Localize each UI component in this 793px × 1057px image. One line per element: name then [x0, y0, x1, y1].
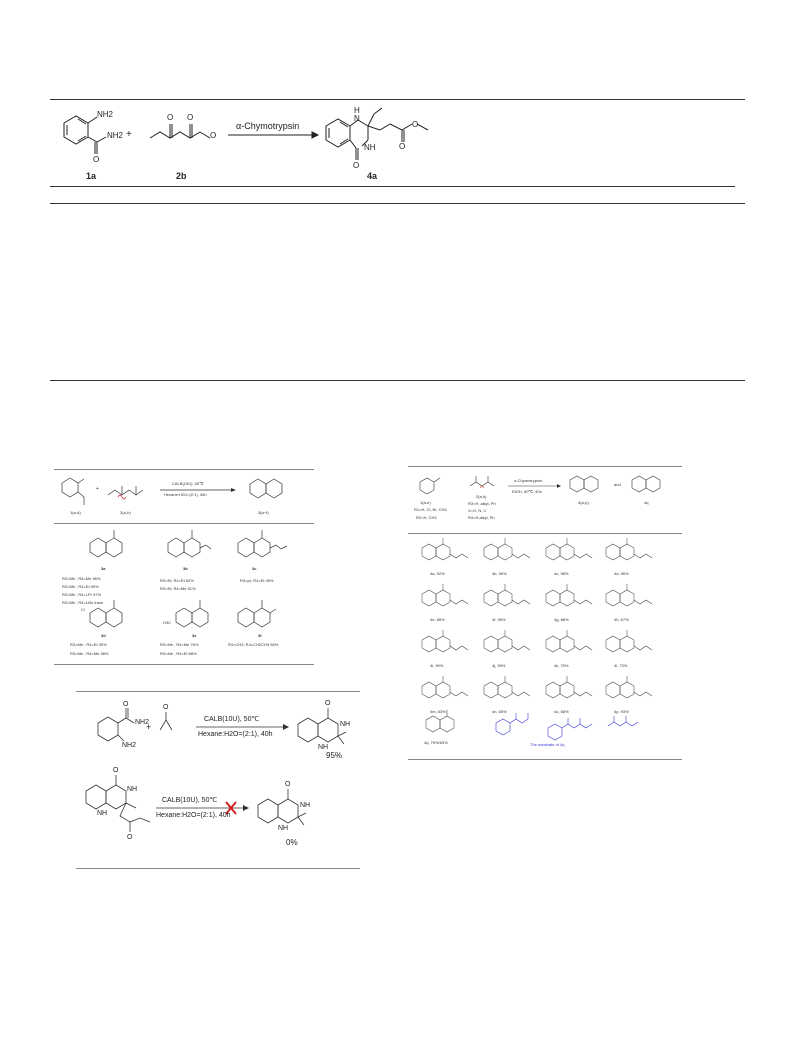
- control-o-5: O: [127, 834, 133, 841]
- control-nh-2: NH: [318, 744, 329, 751]
- yield-label: 4b, 90%: [492, 571, 507, 576]
- ring: [484, 590, 498, 606]
- ring: [620, 636, 634, 652]
- yield-label: 4g, 86%: [554, 617, 569, 622]
- note-3c-1: R3=pr; R4=Et 40%: [240, 578, 274, 583]
- note-3a-3: R3=Me ; R4=i-Pr 97%: [62, 592, 102, 597]
- yield-label: 4p, 93%: [614, 709, 629, 714]
- ring: [498, 544, 512, 560]
- control-conditions-1: CALB(10U), 50℃: [204, 716, 260, 723]
- note-3a-2: R3=Me ; R4=Et 95%: [62, 584, 99, 589]
- control-o-1: O: [123, 701, 129, 708]
- nh-label-4a: NH: [364, 143, 376, 152]
- yield-label: 4l, 73%: [614, 663, 628, 668]
- control-o-4: O: [113, 767, 119, 774]
- ring: [606, 544, 620, 560]
- control-nh-4: NH: [97, 810, 108, 817]
- side-chain: [634, 554, 652, 558]
- ring: [620, 590, 634, 606]
- compound-label-3e: 3e: [192, 633, 197, 638]
- side-chain: [450, 600, 468, 604]
- h-label-4a: H: [354, 106, 360, 115]
- note-3b-1: R3=Et; R4=Et 62%: [160, 578, 194, 583]
- ring: [560, 636, 574, 652]
- conditions-right: EtOH, 60℃, 40h: [512, 489, 542, 494]
- yield-label: 4i, 99%: [430, 663, 444, 668]
- ring: [560, 682, 574, 698]
- yield-label: 4o, 68%: [554, 709, 569, 714]
- control-o-3: O: [325, 700, 331, 707]
- reactant2-rgroup-3: R4=H,alkyl, Ph: [468, 515, 495, 520]
- yield-label: 4e, 85%: [430, 617, 445, 622]
- note-3a-1: R3=Me ; R4=Me 96%: [62, 576, 101, 581]
- note-3d-2: R3=Me ; R4=Me 38%: [70, 651, 109, 656]
- control-nh-3: NH: [127, 786, 138, 793]
- compound-label-2b: 2b: [176, 171, 187, 181]
- nh2-label-b: NH2: [107, 131, 124, 140]
- yield-label: 4j, 99%: [492, 663, 506, 668]
- cl-substituent-3d: Cl: [81, 607, 85, 612]
- yield-4q: 4q, 75%/63%: [424, 740, 448, 745]
- conditions-left-1: CALB(10U), 50℃: [172, 481, 204, 486]
- reactant2-rgroup-1: R3=H, alkyl, Ph: [468, 501, 496, 506]
- yield-label: 4k, 75%: [554, 663, 569, 668]
- side-chain: [512, 554, 530, 558]
- compound-label-3c: 3c: [252, 566, 257, 571]
- yield-label: 4a, 92%: [430, 571, 445, 576]
- control-nh-5: NH: [300, 802, 311, 809]
- o-label-2b-b: O: [187, 113, 194, 122]
- reactant1-rgroup-1: R1=H, Cl, Br, CH3: [414, 507, 447, 512]
- product-label-right: 4(a-p): [578, 500, 589, 505]
- yield-label: 4c, 98%: [554, 571, 569, 576]
- ring: [484, 636, 498, 652]
- product-label-left: 3(a~f): [258, 510, 269, 515]
- o-label-4a-c: O: [412, 120, 419, 129]
- o-label-2b-c: O: [210, 131, 217, 140]
- ring: [606, 636, 620, 652]
- ring: [484, 544, 498, 560]
- side-chain: [450, 554, 468, 558]
- h3c-substituent-3e: H3C: [163, 620, 172, 625]
- side-chain: [450, 692, 468, 696]
- ring: [546, 544, 560, 560]
- note-3e-1: R3=Me ; R4=Me 76%: [160, 642, 199, 647]
- side-chain: [574, 646, 592, 650]
- control-conditions-4: Hexane:H2O=(2:1), 40h: [156, 812, 231, 819]
- side-chain: [574, 554, 592, 558]
- side-chain: [512, 692, 530, 696]
- ring: [498, 636, 512, 652]
- ring: [546, 590, 560, 606]
- ring: [546, 636, 560, 652]
- ring: [422, 590, 436, 606]
- control-nh-6: NH: [278, 825, 289, 832]
- yield-label: 4h, 67%: [614, 617, 629, 622]
- plus-sign-top: +: [126, 129, 132, 140]
- ring: [484, 682, 498, 698]
- compound-label-3f: 3f: [258, 633, 262, 638]
- yield-label: 4m, 63%: [430, 709, 446, 714]
- reactant1-rgroup-2: R2=H, CH3: [416, 515, 437, 520]
- product2-label-right: 4q: [644, 500, 649, 505]
- control-nh2-a: NH2: [135, 719, 150, 726]
- control-o-6: O: [285, 781, 291, 788]
- control-o-2: O: [163, 704, 169, 711]
- ring: [422, 682, 436, 698]
- side-chain: [634, 600, 652, 604]
- side-chain: [574, 600, 592, 604]
- reactant2-label-left: 2(a-h): [120, 510, 131, 515]
- o-label-4a-b: O: [399, 142, 406, 151]
- ring: [436, 636, 450, 652]
- note-3d-1: R3=Me ; R4=Et 35%: [70, 642, 107, 647]
- ring: [620, 682, 634, 698]
- compound-label-1a: 1a: [86, 171, 97, 181]
- side-chain: [450, 646, 468, 650]
- ring: [606, 590, 620, 606]
- nh2-label-a: NH2: [97, 110, 114, 119]
- compound-label-3a: 3a: [101, 566, 106, 571]
- o-label-1a: O: [93, 155, 100, 164]
- control-yield-1: 95%: [326, 751, 343, 760]
- and-label-right: and: [614, 482, 621, 487]
- conditions-left-2: Hexane:H2O=(2:1), 40h: [164, 492, 207, 497]
- control-nh-1: NH: [340, 721, 351, 728]
- ring: [620, 544, 634, 560]
- control-conditions-3: CALB(10U), 50℃: [162, 797, 218, 804]
- ring: [436, 544, 450, 560]
- reactant2-label-right: 2(a-k): [476, 494, 487, 499]
- reagent-top: α-Chymotrypsin: [236, 121, 300, 131]
- yield-label: 4f, 96%: [492, 617, 506, 622]
- o-label-4a-a: O: [353, 161, 360, 170]
- compound-label-4a: 4a: [367, 171, 378, 181]
- ring: [422, 636, 436, 652]
- compound-label-3d: 3d: [101, 633, 106, 638]
- ring: [560, 590, 574, 606]
- plus-sign-left: +: [96, 486, 99, 492]
- side-chain: [574, 692, 592, 696]
- side-chain: [512, 600, 530, 604]
- control-yield-2: 0%: [286, 838, 298, 847]
- side-chain: [634, 646, 652, 650]
- reactant1-label-right: 1(a-e): [420, 500, 431, 505]
- n-label-4a: N: [354, 114, 360, 123]
- note-3b-2: R3=Et; R4=Me 51%: [160, 586, 196, 591]
- yield-label: 4d, 96%: [614, 571, 629, 576]
- reagent-right: α-Chymotrypsin: [514, 478, 543, 483]
- control-conditions-2: Hexane:H2O=(2:1), 40h: [198, 731, 273, 738]
- ring: [422, 544, 436, 560]
- control-nh2-b: NH2: [122, 742, 137, 749]
- side-chain: [512, 646, 530, 650]
- substrate-caption: The substrate of 4q: [530, 742, 565, 747]
- ring: [436, 590, 450, 606]
- note-3a-4: R3=Me ; R4=t-Bu trace: [62, 600, 104, 605]
- ring: [498, 590, 512, 606]
- control-plus: +: [146, 722, 152, 732]
- o-label-2b-a: O: [167, 113, 174, 122]
- side-chain: [634, 692, 652, 696]
- reactant2-rgroup-2: X=O, N, C: [468, 508, 487, 513]
- note-3e-2: R3=Me ; R4=Et 68%: [160, 651, 197, 656]
- ring: [560, 544, 574, 560]
- ring: [546, 682, 560, 698]
- compound-label-3b: 3b: [183, 566, 188, 571]
- yield-label: 4n, 65%: [492, 709, 507, 714]
- ring: [498, 682, 512, 698]
- note-3f-1: R3=CH3; R4=CH2CH3 56%: [228, 642, 279, 647]
- ring: [606, 682, 620, 698]
- ring: [436, 682, 450, 698]
- reactant1-label-left: 1(a-d): [70, 510, 81, 515]
